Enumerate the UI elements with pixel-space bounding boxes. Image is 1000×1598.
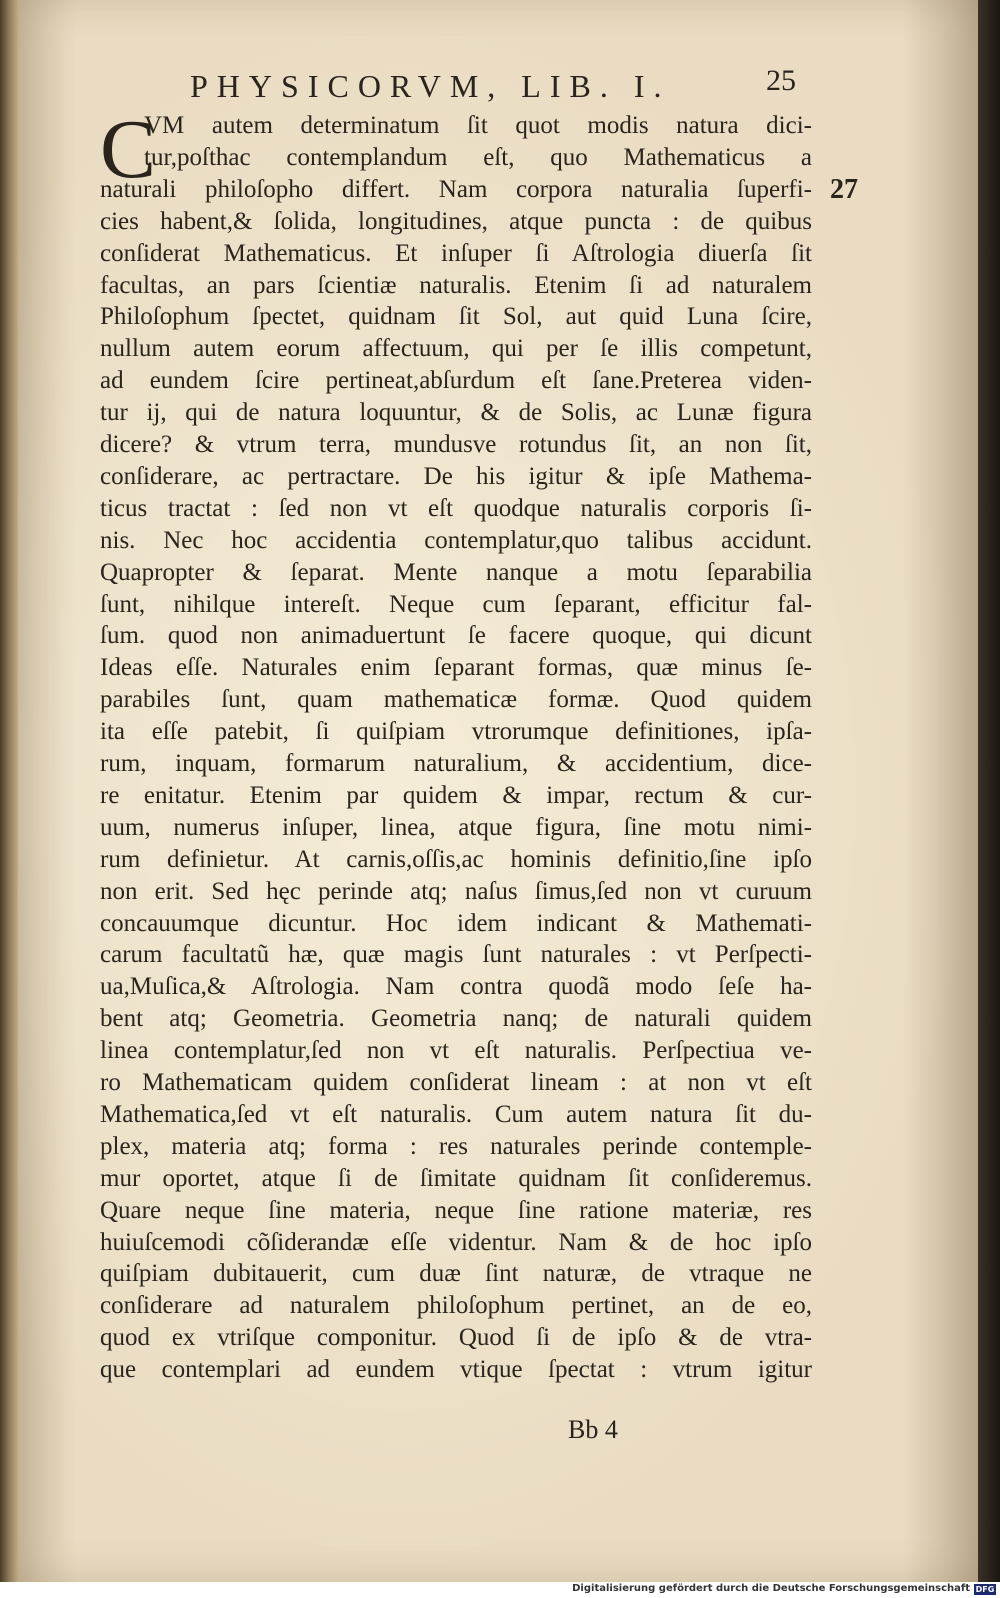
binding-fold [0, 0, 20, 1582]
text-line: rum definietur. At carnis,oſſis,ac hominis definitio,ſine ipſo [100, 845, 812, 873]
text-line: cies habent,& ſolida, longitudines, atque puncta : de quibus [100, 207, 812, 235]
text-line: conſiderare, ac pertractare. De his igitur & ipſe Mathema- [100, 462, 812, 490]
text-line: bent atq; Geometria. Geometria nanq; de naturali quidem [100, 1005, 812, 1033]
text-line: quiſpiam dubitauerit, cum duæ ſint naturæ, de vtraque ne [100, 1260, 812, 1288]
text-line: linea contemplatur,ſed non vt eſt naturalis. Perſpectiua ve- [100, 1037, 812, 1065]
text-line: nullum autem eorum affectuum, qui per ſe illis competunt, [100, 335, 812, 363]
text-line: ro Mathematicam quidem conſiderat lineam : at non vt eſt [100, 1069, 812, 1096]
signature-mark: Bb 4 [568, 1415, 618, 1444]
text-line: que contemplari ad eundem vtique ſpectat : vtrum igitur [100, 1356, 812, 1384]
page-number: 25 [766, 64, 796, 97]
text-line: mur oportet, atque ſi de ſimitate quidnam ſit conſideremus. [100, 1164, 812, 1192]
text-line: carum facultatũ hæ, quæ magis ſunt naturales : vt Perſpecti- [100, 941, 812, 969]
text-line: re enitatur. Etenim par quidem & impar, rectum & cur- [100, 781, 812, 809]
text-line: naturali philoſopho differt. Nam corpora naturalia ſuperfi- [100, 175, 812, 203]
margin-note-number: 27 [830, 174, 858, 205]
text-line: tur,poſthac contemplandum eſt, quo Mathematicus a [144, 143, 812, 171]
text-line: non erit. Sed hęc perinde atq; naſus ſimus,ſed non vt curuum [100, 877, 812, 905]
text-line: conſiderare ad naturalem philoſophum pertinet, an de eo, [100, 1292, 812, 1320]
text-line: uum, numerus inſuper, linea, atque figura, ſine motu nimi- [100, 813, 812, 841]
text-line: nis. Nec hoc accidentia contemplatur,quo talibus accidunt. [100, 526, 812, 554]
text-line: ad eundem ſcire pertineat,abſurdum eſt ſane.Preterea viden- [100, 367, 812, 395]
text-line: plex, materia atq; forma : res naturales perinde contemple- [100, 1132, 812, 1160]
text-line: conſiderat Mathematicus. Et inſuper ſi Aſtrologia diuerſa ſit [100, 239, 812, 267]
text-line: VM autem determinatum ſit quot modis natura dici- [144, 112, 812, 139]
text-line: ita eſſe patebit, ſi quiſpiam vtrorumque definitiones, ipſa- [100, 718, 812, 746]
text-line: parabiles ſunt, quam mathematicæ formæ. Quod quidem [100, 686, 812, 714]
text-line: quod ex vtriſque componitur. Quod ſi de ipſo & de vtra- [100, 1324, 812, 1352]
text-line: ſum. quod non animaduertunt ſe facere quoque, qui dicunt [100, 622, 812, 650]
dfg-logo: DFG [975, 1585, 995, 1594]
running-header: PHYSICORVM, LIB. I. [190, 68, 671, 104]
page-edge-shadow [978, 0, 1000, 1582]
digitization-credit: Digitalisierung gefördert durch die Deutsche Forschungsgemeinschaft [572, 1583, 970, 1594]
text-line: Philoſophum ſpectet, quidnam ſit Sol, aut quid Luna ſcire, [100, 303, 812, 331]
drop-capital: C [100, 103, 157, 196]
text-line: ua,Muſica,& Aſtrologia. Nam contra quodã modo ſeſe ha- [100, 973, 812, 1001]
text-line: ſunt, nihilque intereſt. Neque cum ſeparant, efficitur fal- [100, 590, 812, 618]
text-line: Quapropter & ſeparat. Mente nanque a motu ſeparabilia [100, 558, 812, 586]
text-line: Quare neque ſine materia, neque ſine ratione materiæ, res [100, 1196, 812, 1224]
text-line: Ideas eſſe. Naturales enim ſeparant formas, quæ minus ſe- [100, 654, 812, 682]
text-line: concauumque dicuntur. Hoc idem indicant & Mathemati- [100, 909, 812, 937]
text-line: tur ij, qui de natura loquuntur, & de Solis, ac Lunæ figura [100, 399, 812, 427]
text-line: dicere? & vtrum terra, mundusve rotundus ſit, an non ſit, [100, 431, 812, 458]
text-line: ticus tractat : ſed non vt eſt quodque naturalis corporis ſi- [100, 494, 812, 522]
text-line: rum, inquam, formarum naturalium, & accidentium, dice- [100, 750, 812, 777]
text-line: huiuſcemodi cõſiderandæ eſſe videntur. Nam & de hoc ipſo [100, 1228, 812, 1256]
text-line: facultas, an pars ſcientiæ naturalis. Etenim ſi ad naturalem [100, 271, 812, 299]
text-line: Mathematica,ſed vt eſt naturalis. Cum autem natura ſit du- [100, 1100, 812, 1128]
